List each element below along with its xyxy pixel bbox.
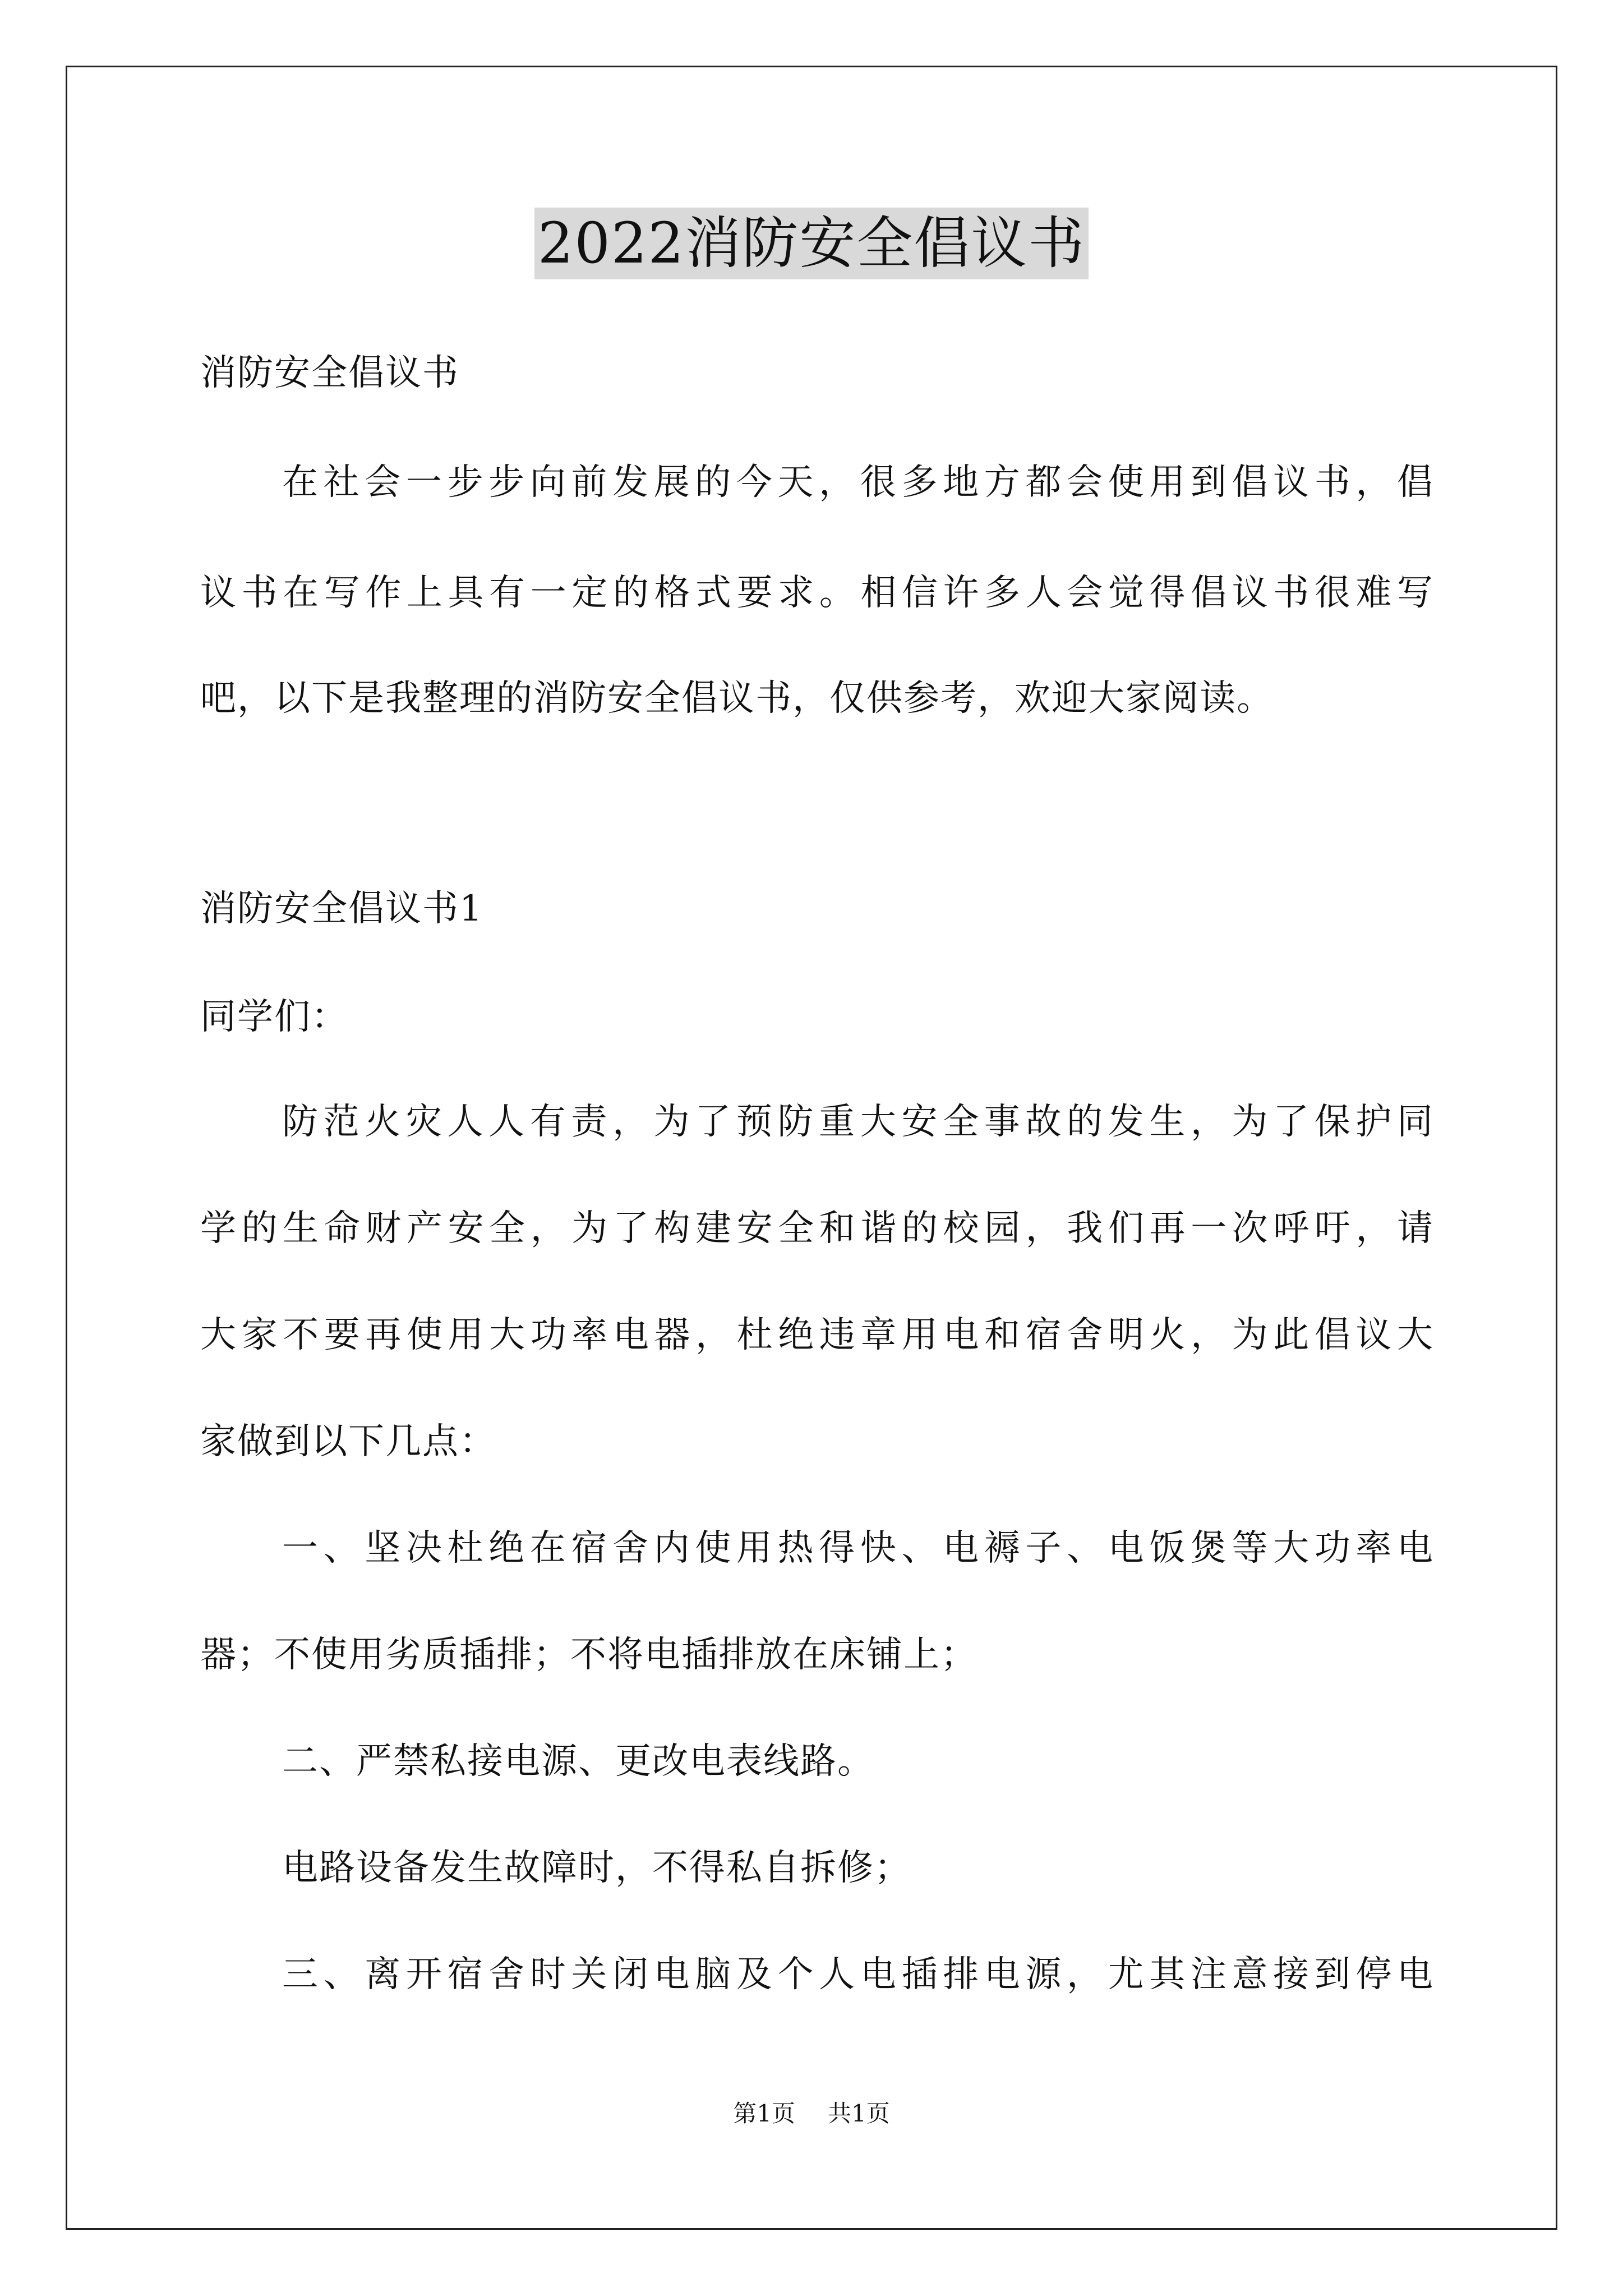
list-item-line: 器；不使用劣质插排；不将电插排放在床铺上； xyxy=(200,1634,978,1676)
list-item-line: 二、严禁私接电源、更改电表线路。 xyxy=(282,1741,874,1782)
intro-paragraph-line: 在社会一步步向前发展的今天，很多地方都会使用到倡议书，倡 xyxy=(282,462,1434,503)
body-paragraph-line: 学的生命财产安全，为了构建安全和谐的校园，我们再一次呼吁，请 xyxy=(200,1208,1434,1249)
body-paragraph-line: 防范火灾人人有责，为了预防重大安全事故的发生，为了保护同 xyxy=(282,1101,1434,1143)
document-title-text: 2022消防安全倡议书 xyxy=(534,208,1089,279)
list-item-line: 一、坚决杜绝在宿舍内使用热得快、电褥子、电饭煲等大功率电 xyxy=(282,1527,1434,1569)
document-title xyxy=(0,208,1623,280)
page-number-total: 共1页 xyxy=(828,2100,890,2127)
subsection-heading: 消防安全倡议书1 xyxy=(200,888,483,930)
list-item-line: 三、离开宿舍时关闭电脑及个人电插排电源，尤其注意接到停电 xyxy=(282,1954,1434,1995)
page-number-current: 第1页 xyxy=(733,2100,795,2127)
section-heading: 消防安全倡议书 xyxy=(200,352,459,394)
list-item-line: 电路设备发生故障时，不得私自拆修； xyxy=(282,1847,911,1889)
intro-paragraph-line: 吧，以下是我整理的消防安全倡议书，仅供参考，欢迎大家阅读。 xyxy=(200,678,1274,719)
intro-paragraph-line: 议书在写作上具有一定的格式要求。相信许多人会觉得倡议书很难写 xyxy=(200,572,1434,614)
body-paragraph-line: 家做到以下几点： xyxy=(200,1421,496,1462)
page-footer xyxy=(0,2097,1623,2131)
body-paragraph-line: 大家不要再使用大功率电器，杜绝违章用电和宿舍明火，为此倡议大 xyxy=(200,1314,1434,1356)
salutation: 同学们： xyxy=(200,996,348,1038)
